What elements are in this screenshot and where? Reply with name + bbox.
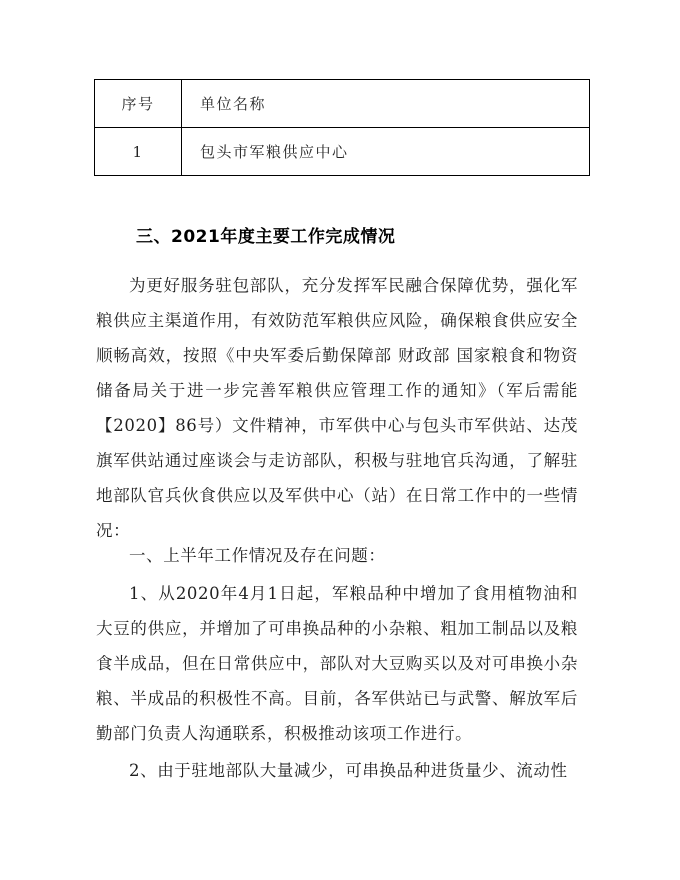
list-item: 1、从2020年4月1日起，军粮品种中增加了食用植物油和大豆的供应，并增加了可串换品种的小杂粮、粗加工制品以及粮食半成品，但在日常供应中，部队对大豆购买以及对可串换小杂粮、半成品的积极性不高。目前，各军供站已与武警、解放军后勤部门负责人沟通联系，积极推动该项工作进行。 xyxy=(96,584,578,743)
section-heading: 三、2021年度主要工作完成情况 xyxy=(136,227,396,247)
subsection-heading-block xyxy=(96,538,578,573)
table-header-serial-number: 序号 xyxy=(95,80,182,128)
table-cell-serial-number: 1 xyxy=(95,128,182,176)
list-item: 2、由于驻地部队大量减少，可串换品种进货量少、流动性 xyxy=(129,761,568,780)
list-item-1-block xyxy=(96,576,578,751)
subsection-heading: 一、上半年工作情况及存在问题： xyxy=(129,546,386,565)
table-header-unit-name: 单位名称 xyxy=(182,80,590,128)
list-item-2-block xyxy=(96,753,578,788)
table-row xyxy=(95,128,590,176)
unit-list-table xyxy=(94,79,590,176)
paragraph-intro-block xyxy=(96,268,578,548)
table-header-row xyxy=(95,80,590,128)
paragraph-intro: 为更好服务驻包部队，充分发挥军民融合保障优势，强化军粮供应主渠道作用，有效防范军粮供应风险，确保粮食供应安全顺畅高效，按照《中央军委后勤保障部 财政部 国家粮食和物资储备局关于进一步完善军粮供应管理工作的通知》（军后需能【2020】86号）文件精神，市军供中心与包头市军供站、达茂旗军供站通过座谈会与走访部队，积极与驻地官兵沟通，了解驻地部队官兵伙食供应以及军供中心（站）在日常工作中的一些情况： xyxy=(96,276,578,540)
table-cell-unit-name: 包头市军粮供应中心 xyxy=(182,128,590,176)
